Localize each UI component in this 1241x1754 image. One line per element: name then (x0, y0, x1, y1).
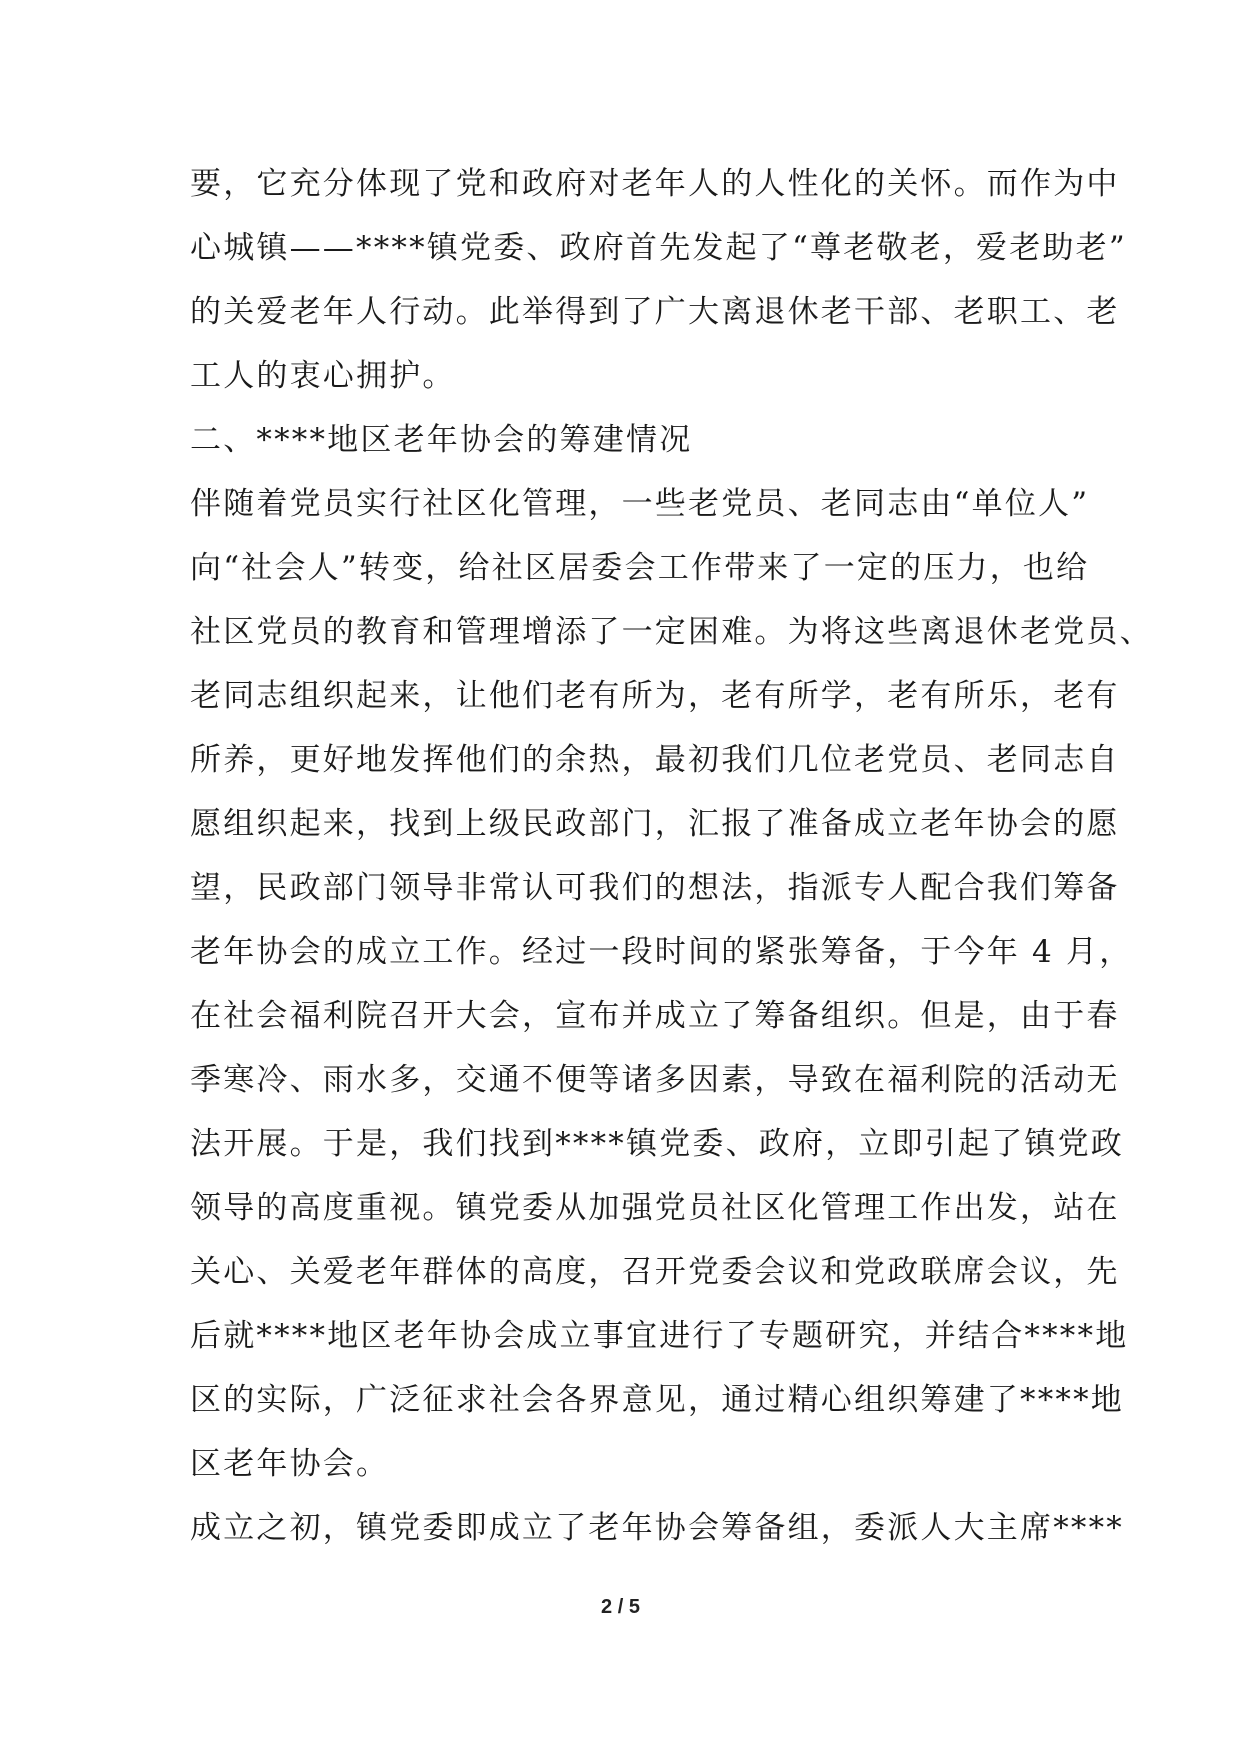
text-line: 季寒冷、雨水多，交通不便等诸多因素，导致在福利院的活动无 (190, 1062, 1120, 1098)
text-line: 区的实际，广泛征求社会各界意见，通过精心组织筹建了****地 (190, 1382, 1124, 1418)
text-line: 向“社会人”转变，给社区居委会工作带来了一定的压力，也给 (190, 550, 1090, 586)
text-line: 社区党员的教育和管理增添了一定困难。为将这些离退休老党员、 (190, 614, 1153, 650)
text-line: 愿组织起来，找到上级民政部门，汇报了准备成立老年协会的愿 (190, 806, 1120, 842)
text-line: 老年协会的成立工作。经过一段时间的紧张筹备，于今年 4 月， (190, 934, 1133, 970)
body-text (190, 152, 1153, 1560)
text-line: 伴随着党员实行社区化管理，一些老党员、老同志由“单位人” (190, 486, 1090, 522)
text-line: 老同志组织起来，让他们老有所为，老有所学，老有所乐，老有 (190, 678, 1120, 714)
text-line: 领导的高度重视。镇党委从加强党员社区化管理工作出发，站在 (190, 1190, 1120, 1226)
text-line: 心城镇——****镇党委、政府首先发起了“尊老敬老，爱老助老” (190, 230, 1127, 266)
text-line: 法开展。于是，我们找到****镇党委、政府，立即引起了镇党政 (190, 1126, 1124, 1162)
text-line: 的关爱老年人行动。此举得到了广大离退休老干部、老职工、老 (190, 294, 1120, 330)
text-line: 要，它充分体现了党和政府对老年人的人性化的关怀。而作为中 (190, 166, 1120, 202)
page-number: 2 / 5 (601, 1596, 640, 1618)
text-line: 区老年协会。 (190, 1446, 390, 1482)
text-line: 望，民政部门领导非常认可我们的想法，指派专人配合我们筹备 (190, 870, 1120, 906)
text-line: 成立之初，镇党委即成立了老年协会筹备组，委派人大主席**** (190, 1510, 1124, 1546)
text-line: 工人的衷心拥护。 (190, 358, 456, 394)
text-line: 关心、关爱老年群体的高度，召开党委会议和党政联席会议，先 (190, 1254, 1120, 1290)
text-line: 所养，更好地发挥他们的余热，最初我们几位老党员、老同志自 (190, 742, 1120, 778)
text-line: 在社会福利院召开大会，宣布并成立了筹备组织。但是，由于春 (190, 998, 1120, 1034)
section-heading: 二、****地区老年协会的筹建情况 (190, 422, 693, 458)
text-line: 后就****地区老年协会成立事宜进行了专题研究，并结合****地 (190, 1318, 1129, 1354)
